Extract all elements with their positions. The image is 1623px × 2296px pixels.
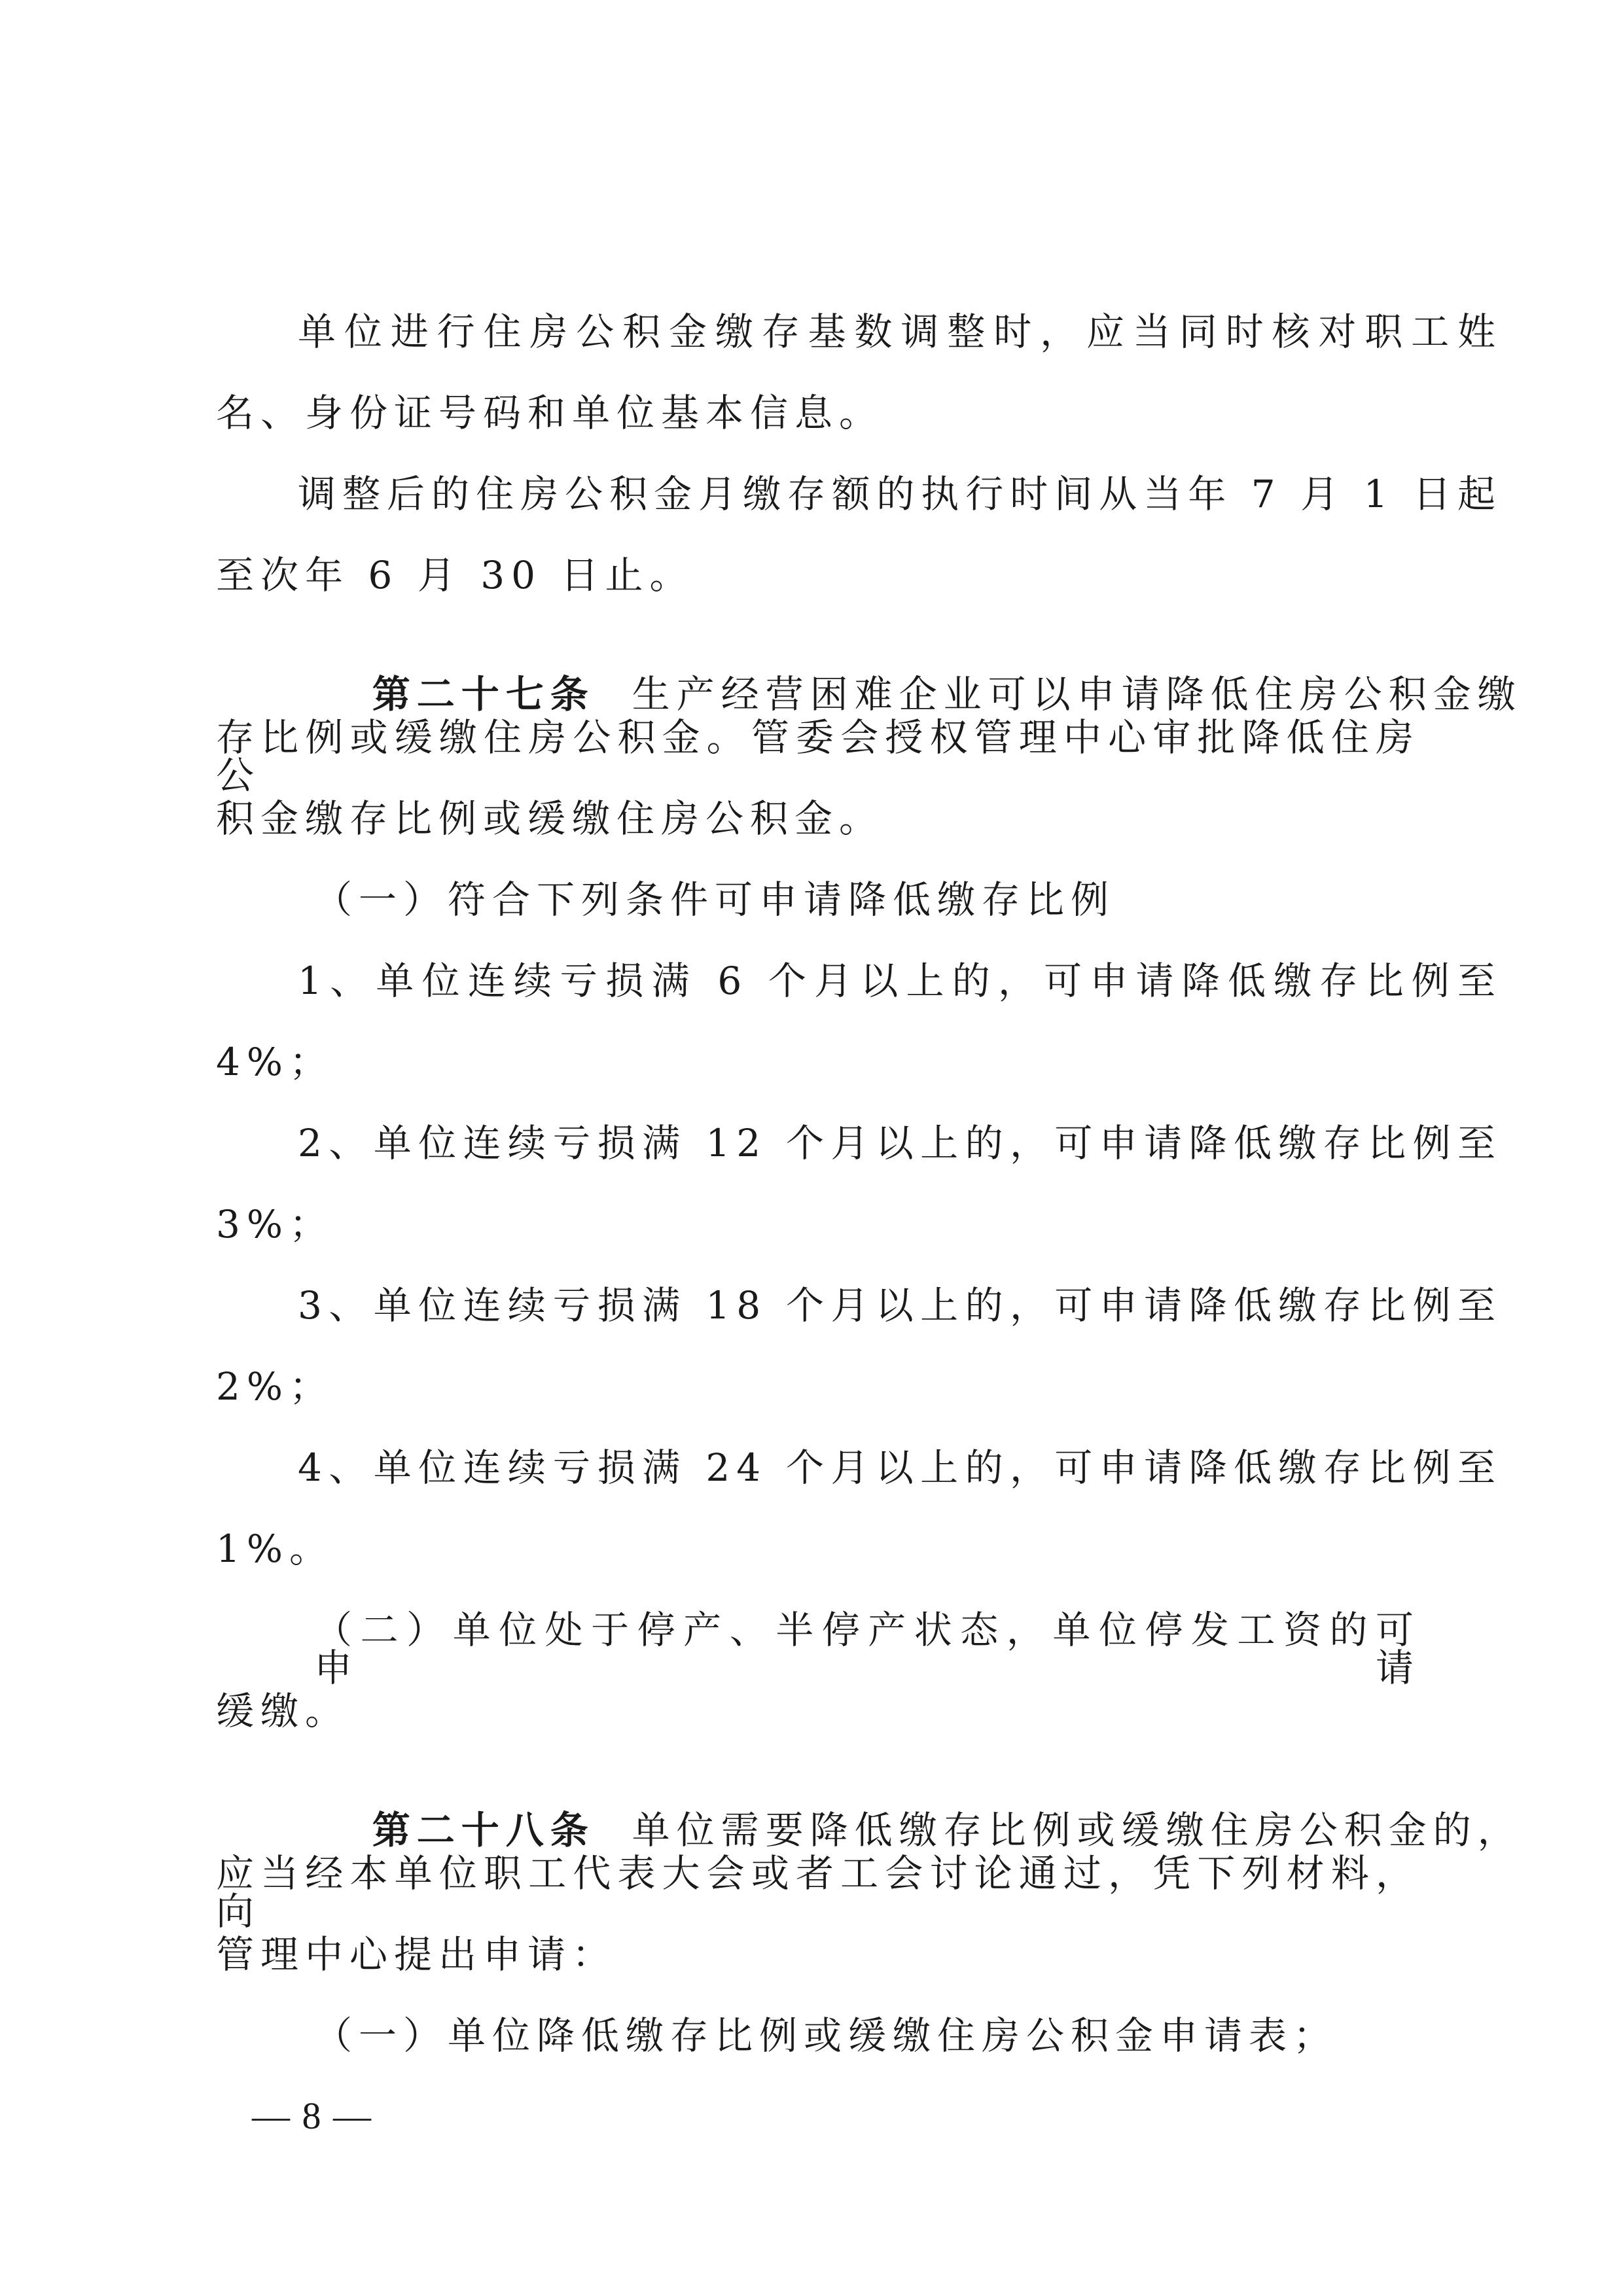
page-number: — 8 — — [252, 2094, 372, 2137]
list-item-continuation: 2%； — [216, 1364, 334, 1409]
list-item: 2、单位连续亏损满 12 个月以上的，可申请降低缴存比例至 — [298, 1121, 1502, 1165]
article-text: 生产经营困难企业可以申请降低住房公积金缴 — [594, 672, 1522, 716]
paragraph-line: 至次年 6 月 30 日止。 — [216, 553, 694, 597]
clause-heading: （二）单位处于停产、半停产状态，单位停发工资的可申请 — [314, 1608, 1420, 1690]
clause-heading: （一）单位降低缴存比例或缓缴住房公积金申请表； — [314, 2013, 1338, 2058]
article-heading: 第二十八条 — [372, 1808, 595, 1852]
clause-heading: （一）符合下列条件可申请降低缴存比例 — [314, 877, 1116, 922]
article-text: 单位需要降低缴存比例或缓缴住房公积金的， — [594, 1808, 1522, 1852]
paragraph-line: 积金缴存比例或缓缴住房公积金。 — [216, 796, 884, 841]
article-heading: 第二十七条 — [372, 672, 595, 716]
paragraph-line: 管理中心提出申请： — [216, 1932, 617, 1977]
list-item-continuation: 3%； — [216, 1202, 334, 1246]
paragraph-line: 名、身份证号码和单位基本信息。 — [216, 391, 884, 435]
list-item-continuation: 1%。 — [216, 1527, 334, 1571]
paragraph-line: 单位进行住房公积金缴存基数调整时，应当同时核对职工姓 — [298, 309, 1502, 354]
list-item: 4、单位连续亏损满 24 个月以上的，可申请降低缴存比例至 — [298, 1445, 1502, 1490]
list-item: 1、单位连续亏损满 6 个月以上的，可申请降低缴存比例至 — [298, 959, 1502, 1003]
paragraph-line: 调整后的住房公积金月缴存额的执行时间从当年 7 月 1 日起 — [298, 472, 1502, 516]
list-item-continuation: 4%； — [216, 1040, 334, 1084]
paragraph-line: 应当经本单位职工代表大会或者工会讨论通过，凭下列材料，向 — [216, 1851, 1420, 1934]
list-item: 3、单位连续亏损满 18 个月以上的，可申请降低缴存比例至 — [298, 1283, 1502, 1328]
paragraph-line: 缓缴。 — [216, 1689, 350, 1733]
paragraph-line: 存比例或缓缴住房公积金。管委会授权管理中心审批降低住房公 — [216, 715, 1420, 798]
